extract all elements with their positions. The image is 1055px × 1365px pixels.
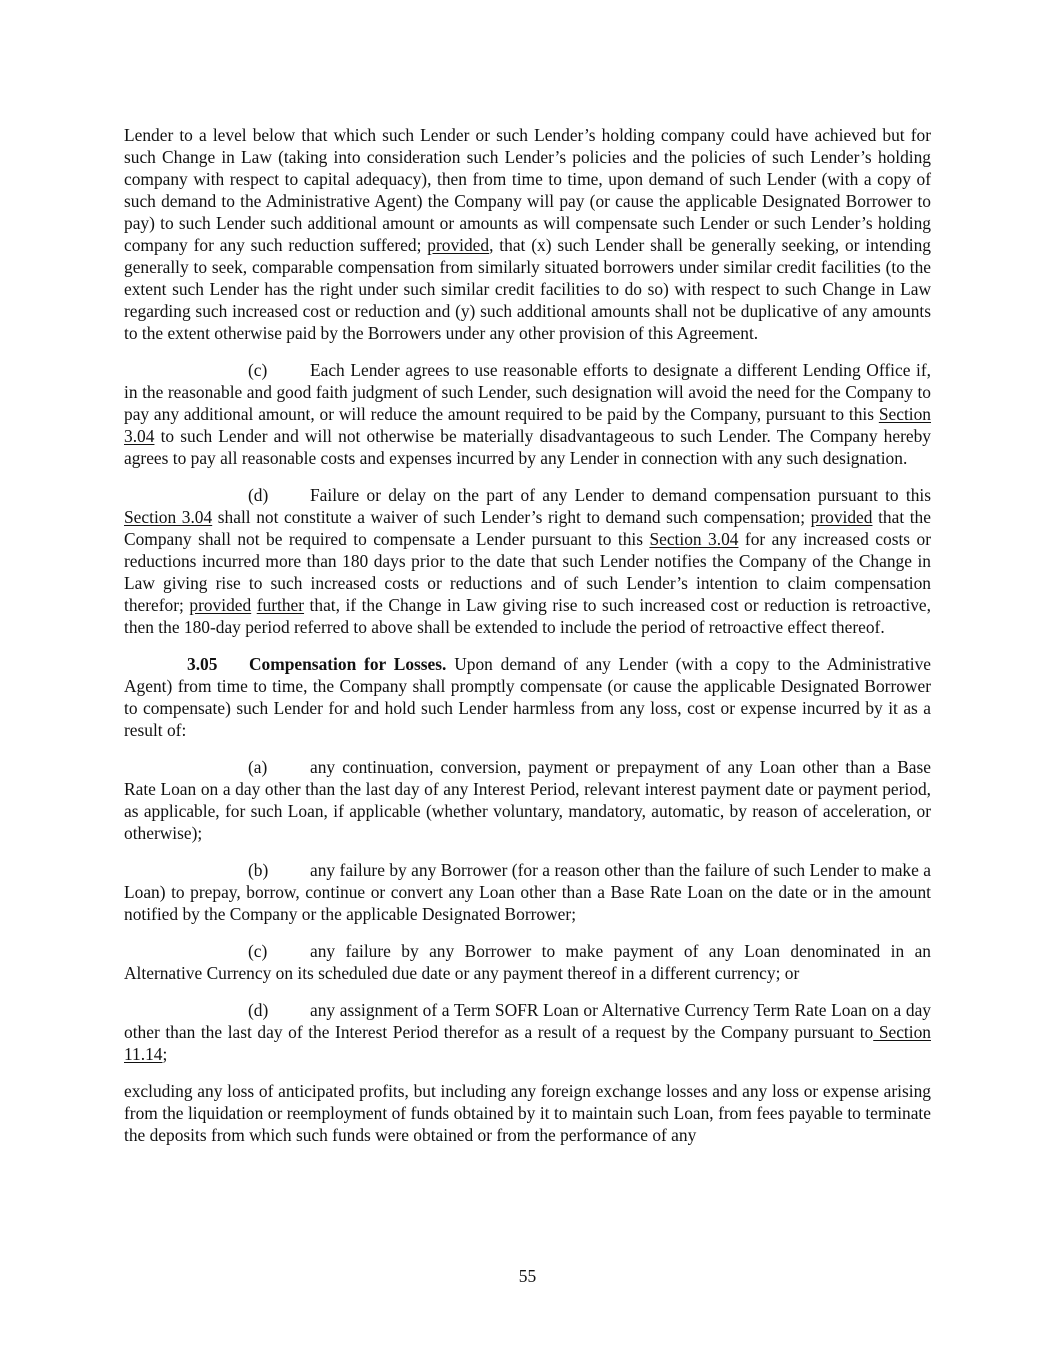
text-run: Failure or delay on the part of any Lender to demand compensation pursuant to this [310, 485, 931, 505]
clause-d [124, 999, 931, 1065]
clause-label: (d) [248, 485, 269, 505]
text-run: shall not constitute a waiver of such Lender’s right to demand such compensation; [212, 507, 811, 527]
paragraph-continuation [124, 124, 931, 344]
text-run: any assignment of a Term SOFR Loan or Alternative Currency Term Rate Loan on a day other than the last day of the Interest Period therefor as a result of a request by the Company pursuant to [124, 1000, 931, 1042]
page-body [124, 124, 931, 1161]
text-run: ; [162, 1044, 168, 1064]
text-run: any continuation, conversion, payment or prepayment of any Loan other than a Base Rate Loan on a day other than the last day of any Interest Period, relevant interest payment date or payment period, as applicable, for such Loan, if applicable (whether voluntary, mandatory, automatic, by reason of acceleration, or otherwise); [124, 757, 931, 843]
paragraph-3-04-d [124, 484, 931, 638]
underlined-term: provided [427, 235, 490, 255]
page-number: 55 [518, 1266, 537, 1286]
paragraph-3-04-c [124, 359, 931, 469]
text-run: to such Lender and will not otherwise be materially disadvantageous to such Lender. The Company hereby agrees to pay all reasonable costs and expenses incurred by any Lender in connection with any such designation. [124, 426, 931, 468]
underlined-term: further [256, 595, 305, 615]
text-run: excluding any loss of anticipated profits, but including any foreign exchange losses and any loss or expense arising from the liquidation or reemployment of funds obtained by it to maintain such Loan, from fees payable to terminate the deposits from which such funds were obtained or from the performance of any [124, 1081, 931, 1145]
text-run: that the Company shall not be required to compensate a Lender pursuant to this [124, 507, 931, 549]
text-run: Upon demand of any Lender (with a copy to the Administrative Agent) from time to time, the Company shall promptly compensate (or cause the applicable Designated Borrower to compensate) such Lender for and hold such Lender harmless from any loss, cost or expense incurred by it as a result of: [124, 654, 932, 740]
text-run: any failure by any Borrower (for a reason other than the failure of such Lender to make a Loan) to prepay, borrow, continue or convert any Loan other than a Base Rate Loan on the date or in the amount notified by the Company or the applicable Designated Borrower; [124, 860, 931, 924]
text-run: Lender to a level below that which such Lender or such Lender’s holding company could have achieved but for such Change in Law (taking into consideration such Lender’s policies and the policies of such Lender’s holding company with respect to capital adequacy), then from time to time, upon demand of such Lender (with a copy of such demand to the Administrative Agent) the Company will pay (or cause the applicable Designated Borrower to pay) to such Lender such additional amount or amounts as will compensate such Lender or such Lender’s holding company for any such reduction suffered; [124, 125, 931, 255]
clause-c [124, 940, 931, 984]
clause-label: (a) [248, 757, 268, 777]
clause-label: (b) [248, 860, 269, 880]
section-3-05 [124, 653, 931, 741]
section-reference: Section 11.14 [124, 1022, 931, 1064]
clause-label: (c) [248, 360, 268, 380]
clause-label: (c) [248, 941, 268, 961]
underlined-term: provided [810, 507, 873, 527]
section-reference: Section 3.04 [124, 404, 931, 446]
section-title: Compensation for Losses. [249, 654, 447, 674]
section-number: 3.05 [187, 654, 218, 674]
clause-label: (d) [248, 1000, 269, 1020]
section-reference: Section 3.04 [124, 507, 213, 527]
text-run: any failure by any Borrower to make payment of any Loan denominated in an Alternative Currency on its scheduled due date or any payment thereof in a different currency; or [124, 941, 931, 983]
text-run: Each Lender agrees to use reasonable efforts to designate a different Lending Office if, in the reasonable and good faith judgment of such Lender, such designation will avoid the need for the Company to pay any additional amount, or will reduce the amount required to be paid by the Company, pursuant to this [124, 360, 931, 424]
text-run: for any increased costs or reductions incurred more than 180 days prior to the date that such Lender notifies the Company of the Change in Law giving rise to such increased costs or reductions and of such Lender’s intention to claim compensation therefor; [124, 529, 931, 615]
text-run: that, if the Change in Law giving rise to such increased cost or reduction is retroactive, then the 180-day period referred to above shall be extended to include the period of retroactive effect thereof. [124, 595, 931, 637]
text-run: , that (x) such Lender shall be generally seeking, or intending generally to seek, comparable compensation from similarly situated borrowers under similar credit facilities (to the extent such Lender has the right under such similar credit facilities to do so) with respect to such Change in Law regarding such increased cost or reduction and (y) such additional amounts shall not be duplicative of any amounts to the extent otherwise paid by the Borrowers under any other provision of this Agreement. [124, 235, 931, 343]
clause-b [124, 859, 931, 925]
section-reference: Section 3.04 [649, 529, 739, 549]
underlined-term: provided [189, 595, 252, 615]
paragraph-excluding [124, 1080, 931, 1146]
clause-a [124, 756, 931, 844]
